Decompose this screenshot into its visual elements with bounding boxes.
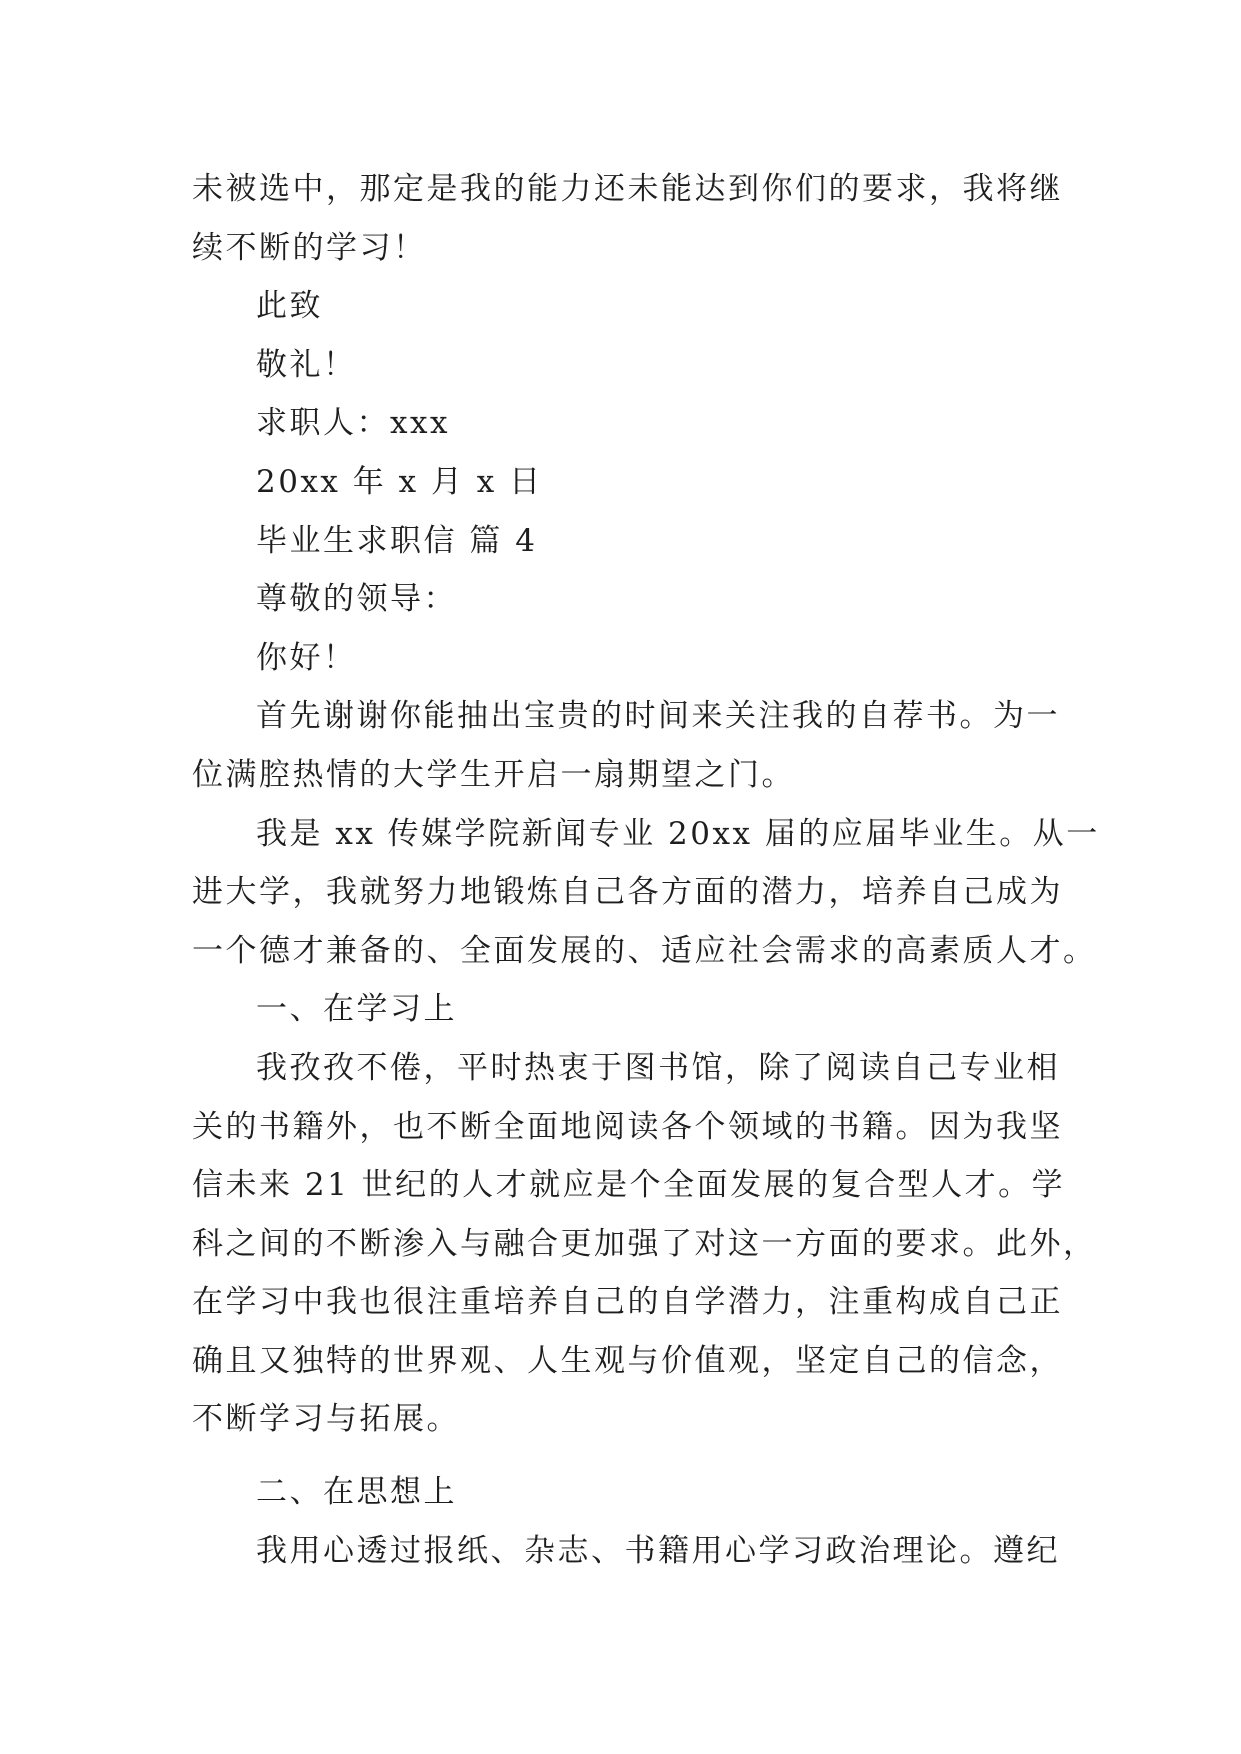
body-line: 信未来 21 世纪的人才就应是个全面发展的复合型人才。学 (192, 1167, 1066, 1204)
body-line: 我孜孜不倦，平时热衷于图书馆，除了阅读自己专业相 (256, 1049, 1060, 1086)
body-line: 位满腔热情的大学生开启一扇期望之门。 (192, 756, 795, 793)
body-line: 首先谢谢你能抽出宝贵的时间来关注我的自荐书。为一 (256, 698, 1060, 735)
section-heading: 毕业生求职信 篇 4 (256, 522, 538, 559)
closing-salutation: 此致 (256, 288, 323, 325)
letter-date: 20xx 年 x 月 x 日 (256, 463, 543, 500)
body-line: 确且又独特的世界观、人生观与价值观，坚定自己的信念， (192, 1342, 1063, 1379)
applicant-signature: 求职人：xxx (256, 405, 450, 442)
subheading-study: 一、在学习上 (256, 991, 457, 1028)
letter-body (192, 160, 1100, 1580)
body-line: 我用心透过报纸、杂志、书籍用心学习政治理论。遵纪 (256, 1532, 1060, 1569)
body-line: 科之间的不断渗入与融合更加强了对这一方面的要求。此外， (192, 1225, 1097, 1262)
greeting-recipient: 尊敬的领导： (256, 581, 457, 618)
body-line: 未被选中，那定是我的能力还未能达到你们的要求，我将继 (192, 171, 1063, 207)
greeting-hello: 你好！ (256, 639, 357, 676)
body-line: 一个德才兼备的、全面发展的、适应社会需求的高素质人才。 (192, 932, 1097, 969)
body-line: 在学习中我也很注重培养自己的自学潜力，注重构成自己正 (192, 1284, 1063, 1321)
closing-regards: 敬礼！ (256, 346, 357, 383)
body-line: 我是 xx 传媒学院新闻专业 20xx 届的应届毕业生。从一 (256, 815, 1100, 852)
body-line: 续不断的学习！ (192, 229, 427, 266)
body-line: 关的书籍外，也不断全面地阅读各个领域的书籍。因为我坚 (192, 1108, 1063, 1145)
subheading-thought: 二、在思想上 (256, 1474, 457, 1511)
body-line: 进大学，我就努力地锻炼自己各方面的潜力，培养自己成为 (192, 874, 1063, 911)
body-line: 不断学习与拓展。 (192, 1401, 460, 1438)
